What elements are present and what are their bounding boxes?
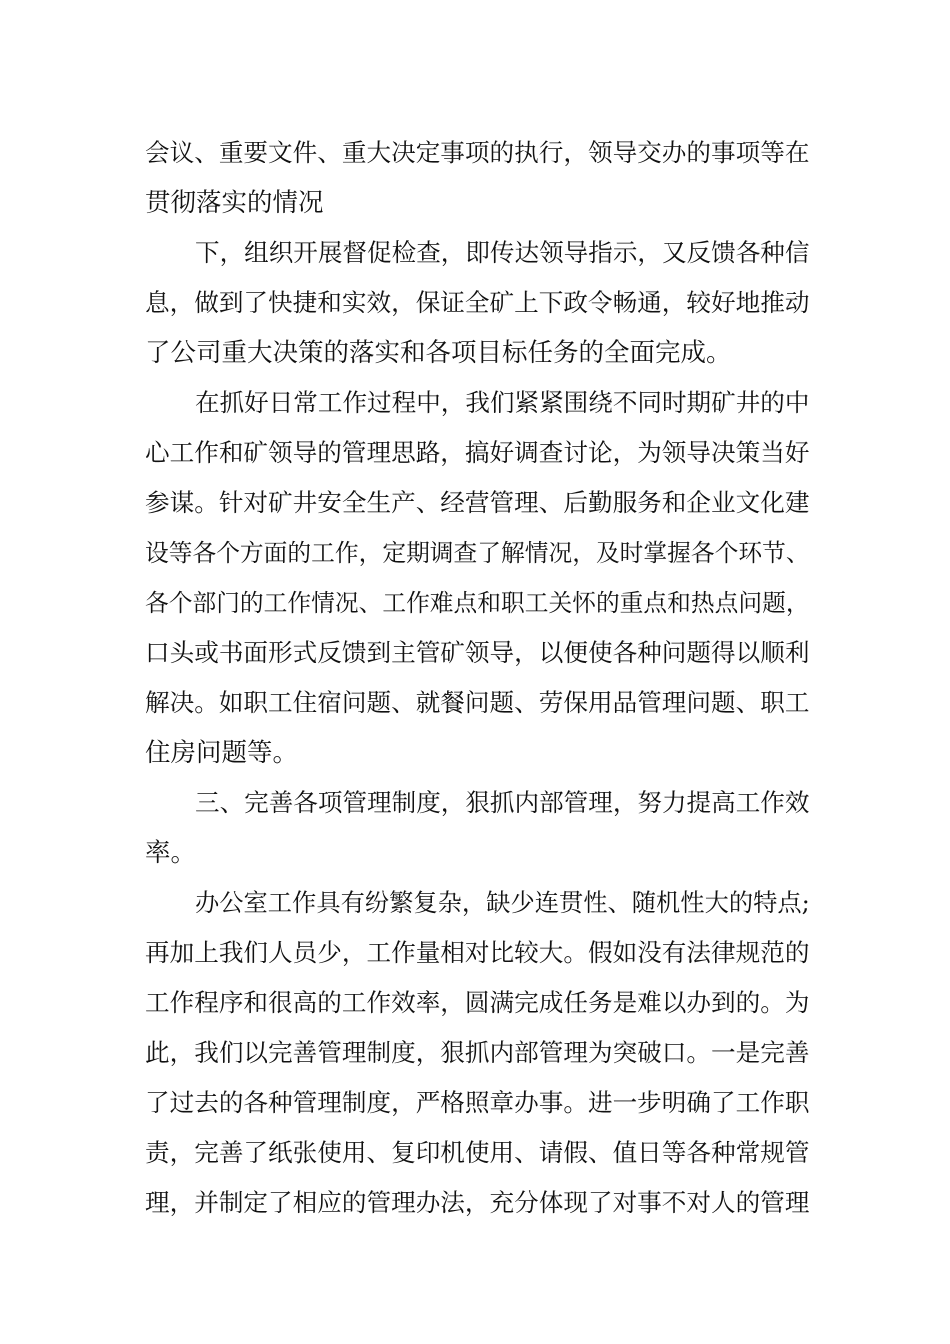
text-line: 了公司重大决策的落实和各项目标任务的全面完成。 [145,338,732,368]
text-line: 责，完善了纸张使用、复印机使用、请假、值日等各种常规管 [145,1138,810,1167]
text-line: 各个部门的工作情况、工作难点和职工关怀的重点和热点问题， [145,589,810,617]
document-body [145,128,810,1228]
text-line: 息，做到了快捷和实效，保证全矿上下政令畅通，较好地推动 [145,288,810,317]
text-line: 办公室工作具有纷繁复杂，缺少连贯性、随机性大的特点; [195,888,810,917]
text-line: 此，我们以完善管理制度，狠抓内部管理为突破口。一是完善 [145,1038,810,1067]
text-line: 解决。如职工住宿问题、就餐问题、劳保用品管理问题、职工 [145,688,810,717]
text-line: 在抓好日常工作过程中，我们紧紧围绕不同时期矿井的中 [195,388,810,417]
text-line: 率。 [145,838,197,868]
text-line: 设等各个方面的工作，定期调查了解情况，及时掌握各个环节、 [145,539,810,567]
text-line: 下，组织开展督促检查，即传达领导指示，又反馈各种信 [195,238,810,267]
text-line: 理，并制定了相应的管理办法，充分体现了对事不对人的管理 [145,1188,810,1217]
text-line: 贯彻落实的情况 [145,188,324,218]
text-line: 会议、重要文件、重大决定事项的执行，领导交办的事项等在 [145,138,810,167]
text-line: 参谋。针对矿井安全生产、经营管理、后勤服务和企业文化建 [145,488,810,517]
text-line: 再加上我们人员少，工作量相对比较大。假如没有法律规范的 [145,938,810,967]
text-line: 工作程序和很高的工作效率，圆满完成任务是难以办到的。为 [145,988,810,1017]
text-line: 三、完善各项管理制度，狠抓内部管理，努力提高工作效 [195,788,810,817]
text-line: 了过去的各种管理制度，严格照章办事。进一步明确了工作职 [145,1088,810,1117]
text-line: 心工作和矿领导的管理思路，搞好调查讨论，为领导决策当好 [145,438,810,467]
text-line: 口头或书面形式反馈到主管矿领导，以便使各种问题得以顺利 [145,638,810,667]
text-line: 住房问题等。 [145,738,299,768]
